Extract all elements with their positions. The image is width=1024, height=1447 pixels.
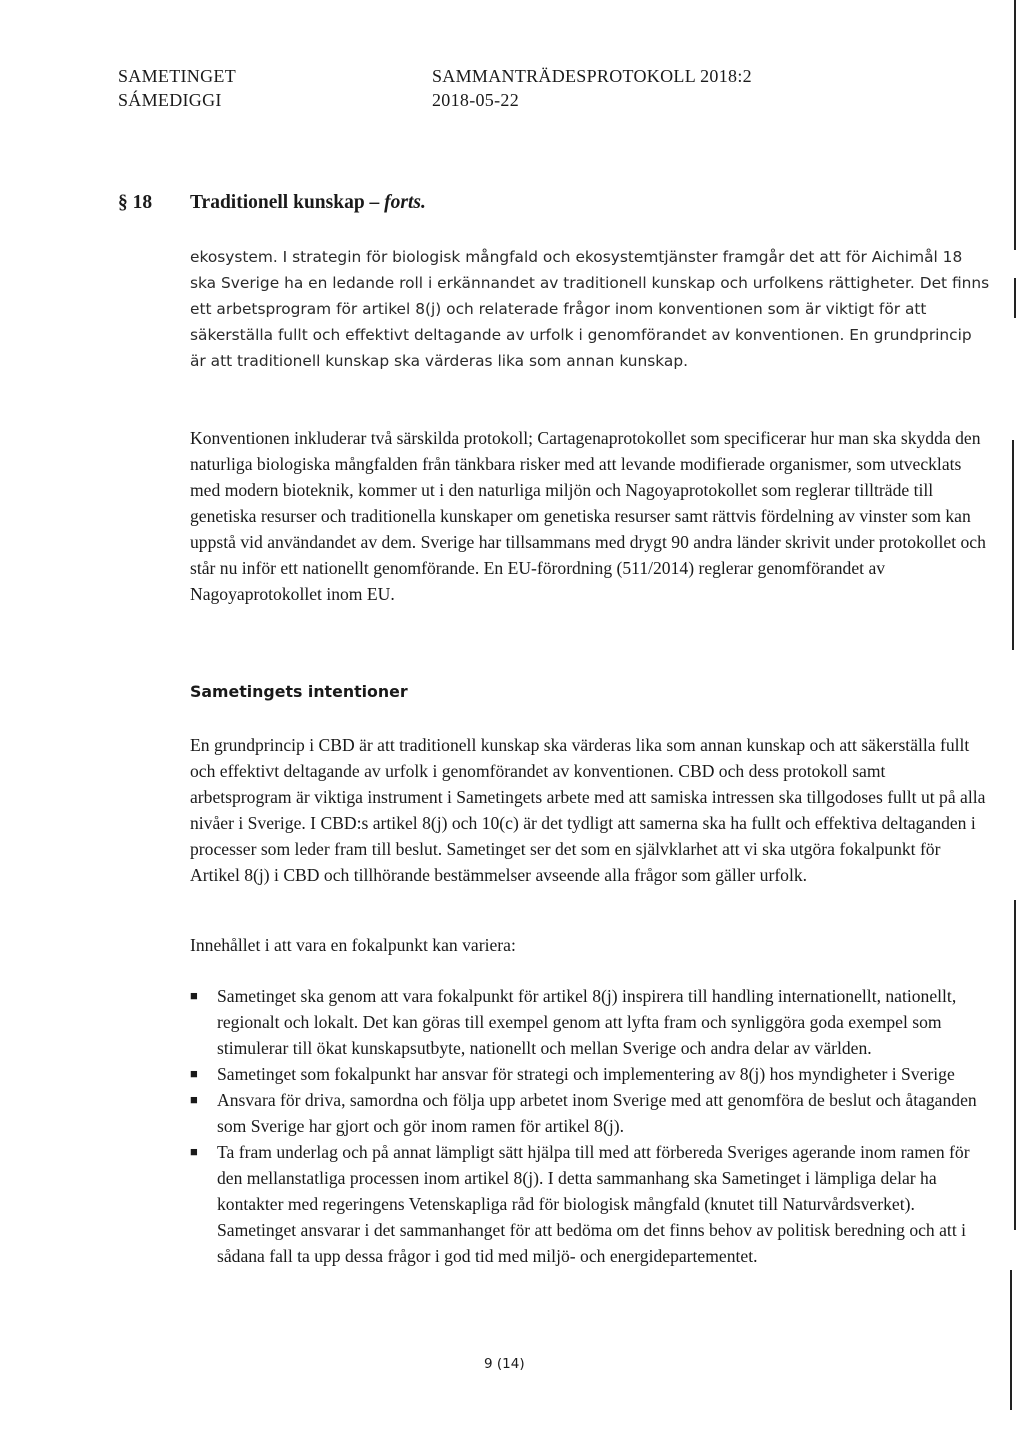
- section-title-suffix: forts.: [384, 192, 426, 213]
- scan-edge-line: [1010, 1270, 1012, 1410]
- scan-edge-line: [1012, 440, 1014, 650]
- section-number: § 18: [118, 192, 153, 213]
- scan-edge-line: [1014, 278, 1016, 318]
- section-title: Traditionell kunskap –: [190, 192, 385, 213]
- paragraph-ecosystem: ekosystem. I strategin för biologisk mångfald och ekosystemtjänster framgår det att för Aichimål 18 ska Sverige ha en ledande roll i erkännandet av traditionell kunskap och urfolkens rättigheter. Det finns ett arbetsprogram för artikel 8(j) och relaterade frågor inom konventionen som är viktigt för att säkerställa fullt och effektivt deltagande av urfolk i genomförandet av konventionen. En grundprincip är att traditionell kunskap ska värderas lika som annan kunskap.: [190, 248, 990, 370]
- bullet-marker: ■: [190, 1144, 198, 1159]
- list-item: [190, 983, 990, 1061]
- header-doc-title: SAMMANTRÄDESPROTOKOLL 2018:2: [432, 66, 752, 86]
- list-item: [190, 1061, 990, 1087]
- list-item-text: Ta fram underlag och på annat lämpligt sätt hjälpa till med att förbereda Sveriges agerande inom ramen för den mellanstatliga processen inom artikel 8(j). I detta sammanhang ska Sametinget i lämpliga delar ha kontakter med regeringens Vetenskapliga råd för biologisk mångfald (knutet till Naturvårdsverket). Sametinget ansvarar i det sammanhanget för att bedöma om det finns behov av politisk beredning och att i sådana fall ta upp dessa frågor i god tid med miljö- och energidepartementet.: [217, 1142, 970, 1266]
- bullet-marker: ■: [190, 1092, 198, 1107]
- subheading-intentions: Sametingets intentioner: [190, 682, 408, 701]
- bullet-list: [190, 983, 990, 1269]
- list-item-text: Ansvara för driva, samordna och följa upp arbetet inom Sverige med att genomföra de beslut och åtaganden som Sverige har gjort och gör inom ramen för artikel 8(j).: [217, 1090, 977, 1136]
- scan-edge-line: [1014, 0, 1016, 250]
- bullet-marker: ■: [190, 1066, 198, 1081]
- page-number: 9 (14): [484, 1356, 525, 1372]
- list-item-text: Sametinget som fokalpunkt har ansvar för strategi och implementering av 8(j) hos myndigheter i Sverige: [217, 1064, 955, 1084]
- list-item-text: Sametinget ska genom att vara fokalpunkt för artikel 8(j) inspirera till handling internationellt, nationellt, regionalt och lokalt. Det kan göras till exempel genom att lyfta fram och synliggöra goda exempel som stimulerar till ökat kunskapsutbyte, nationellt och mellan Sverige och andra delar av världen.: [217, 986, 957, 1058]
- header-org-line1: SAMETINGET: [118, 66, 236, 86]
- header-document: [432, 64, 752, 112]
- paragraph-protocols: Konventionen inkluderar två särskilda protokoll; Cartagenaprotokollet som specificerar hur man ska skydda den naturliga biologiska mångfalden från tänkbara risker med att levande modifierade organismer, som utvecklats med modern bioteknik, kommer ut i den naturliga miljön och Nagoyaprotokollet som reglerar tillträde till genetiska resurser och traditionella kunskaper om genetiska resurser samt rättvis fördelning av vinster som kan uppstå vid användandet av dem. Sverige har tillsammans med drygt 90 andra länder skrivit under protokollet och står nu inför ett nationellt genomförande. En EU-förordning (511/2014) reglerar genomförandet av Nagoyaprotokollet inom EU.: [190, 428, 986, 604]
- section-heading: [118, 190, 426, 216]
- header-organization: [118, 64, 236, 112]
- header-org-line2: SÁMEDIGGI: [118, 90, 222, 110]
- list-item: [190, 1087, 990, 1139]
- list-item: [190, 1139, 990, 1269]
- paragraph-focal-point-intro: Innehållet i att vara en fokalpunkt kan variera:: [190, 935, 516, 955]
- scan-edge-line: [1014, 900, 1016, 1230]
- bullet-marker: ■: [190, 988, 198, 1003]
- paragraph-principle: En grundprincip i CBD är att traditionell kunskap ska värderas lika som annan kunskap och att säkerställa fullt och effektivt deltagande av urfolk i genomförandet av konventionen. CBD och dess protokoll samt arbetsprogram är viktiga instrument i Sametingets arbete med att samiska intressen ska tillgodoses fullt ut på alla nivåer i Sverige. I CBD:s artikel 8(j) och 10(c) är det tydligt att samerna ska ha fullt och effektiva deltaganden i processer som leder fram till beslut. Sametinget ser det som en självklarhet att vi ska utgöra fokalpunkt för Artikel 8(j) i CBD och tillhörande bestämmelser avseende alla frågor som gäller urfolk.: [190, 735, 986, 885]
- header-doc-date: 2018-05-22: [432, 90, 519, 110]
